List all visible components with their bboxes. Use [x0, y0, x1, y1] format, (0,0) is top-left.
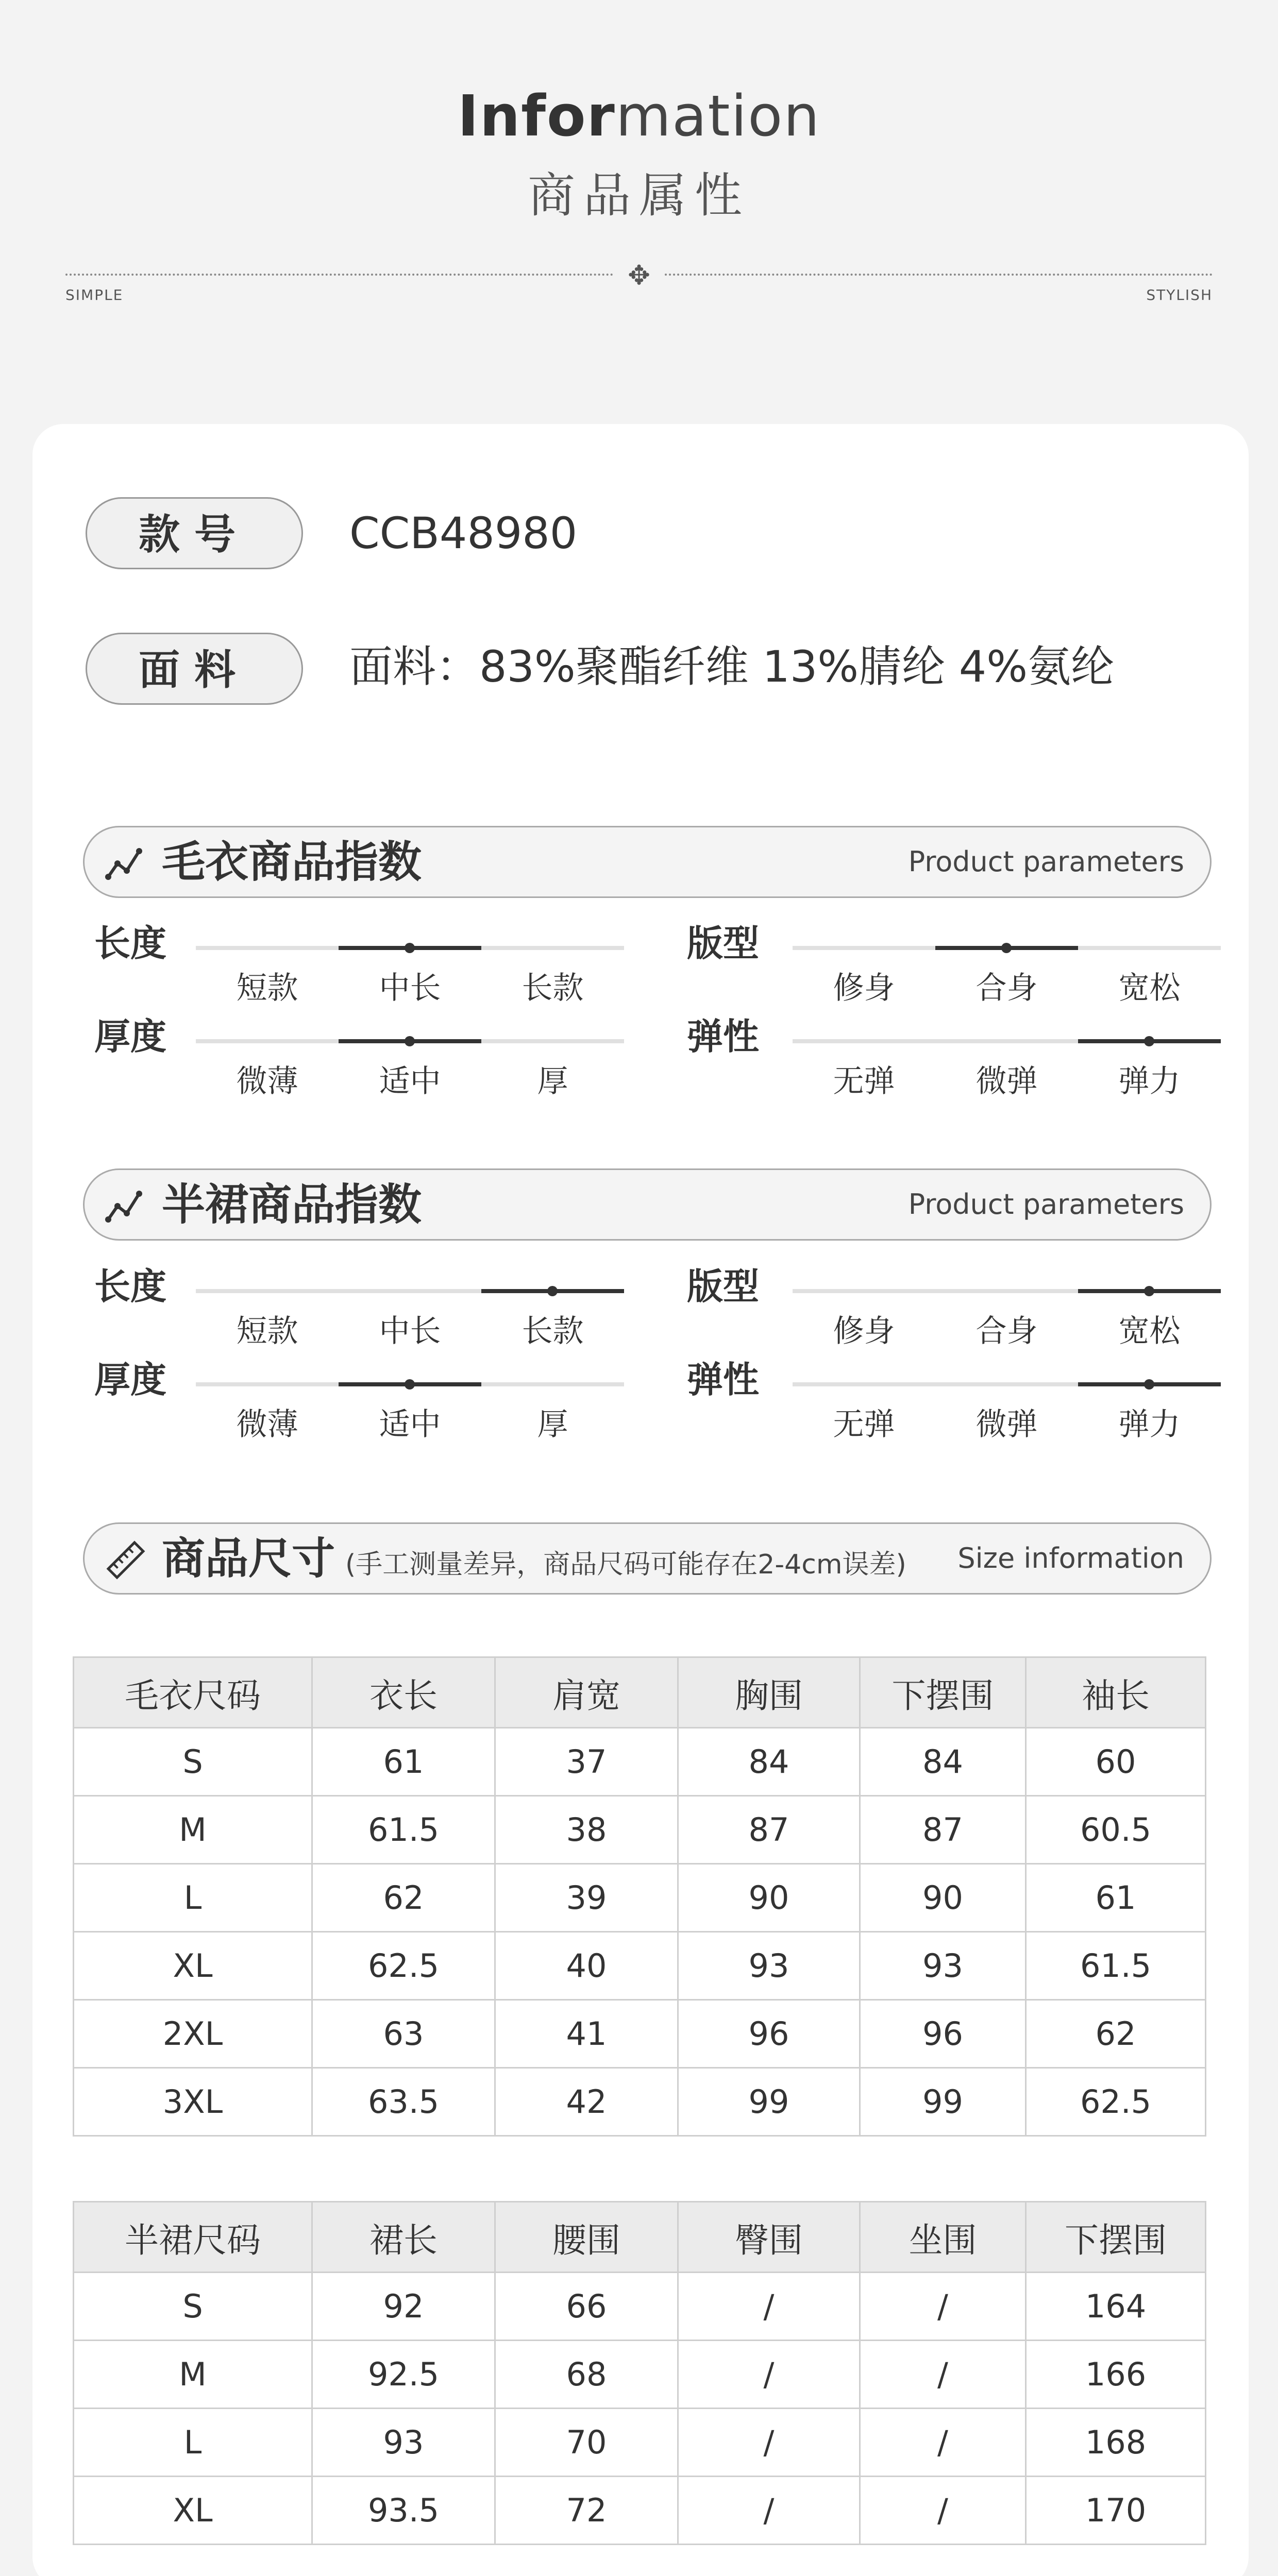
table-header-cell: 衣长 [312, 1657, 495, 1728]
table-cell: 39 [495, 1864, 678, 1932]
skirt-params-en: Product parameters [908, 1188, 1184, 1221]
right-tag: STYLISH [1146, 286, 1213, 303]
table-row [74, 1864, 1206, 1932]
table-cell: 168 [1026, 2409, 1206, 2477]
table-cell: 93 [678, 1932, 860, 2000]
fabric-label: 面料 [86, 633, 303, 705]
table-cell: 70 [495, 2409, 678, 2477]
table-cell: 37 [495, 1728, 678, 1796]
table-header-cell: 胸围 [678, 1657, 860, 1728]
divider-left [65, 274, 613, 276]
table-cell: 62 [312, 1864, 495, 1932]
table-cell: 96 [678, 2000, 860, 2068]
table-cell: 63.5 [312, 2068, 495, 2136]
param-option: 微薄 [236, 1063, 298, 1099]
table-cell: 164 [1026, 2273, 1206, 2341]
table-cell: M [74, 1796, 312, 1864]
param-track [793, 946, 1221, 1006]
table-cell: XL [74, 2477, 312, 2545]
param-selected-dot [405, 1036, 415, 1046]
param-selected-dot [405, 1379, 415, 1389]
param-label: 厚度 [94, 1015, 166, 1058]
table-cell: / [860, 2273, 1026, 2341]
skirt-params-title: 半裙商品指数 [162, 1179, 422, 1230]
table-row [74, 2409, 1206, 2477]
table-cell: 90 [860, 1864, 1026, 1932]
param-option: 中长 [379, 970, 441, 1006]
param-option: 修身 [833, 1313, 895, 1349]
style-number-label: 款号 [86, 497, 303, 569]
param-option: 适中 [379, 1063, 441, 1099]
table-cell: 60.5 [1026, 1796, 1206, 1864]
table-cell: 93 [860, 1932, 1026, 2000]
header-subtitle: 商品属性 [527, 168, 750, 223]
table-cell: 62.5 [1026, 2068, 1206, 2136]
fabric-value: 面料：83%聚酯纤维 13%腈纶 4%氨纶 [349, 641, 1115, 692]
table-cell: / [860, 2409, 1026, 2477]
table-header-cell: 下摆围 [1026, 2202, 1206, 2273]
param-label: 长度 [94, 1265, 166, 1308]
table-row [74, 2477, 1206, 2545]
param-label: 厚度 [94, 1359, 166, 1401]
param-option: 宽松 [1118, 970, 1181, 1006]
size-info-note: (手工测量差异，商品尺码可能存在2-4cm误差) [345, 1549, 906, 1580]
table-cell: 96 [860, 2000, 1026, 2068]
skirt-size-table [73, 2201, 1206, 2545]
param-option: 合身 [976, 1313, 1038, 1349]
param-track [793, 1039, 1221, 1099]
sweater-size-table [73, 1656, 1206, 2137]
table-cell: 84 [678, 1728, 860, 1796]
param-label: 版型 [687, 1265, 759, 1308]
param-option: 长款 [522, 1313, 584, 1349]
table-cell: / [678, 2341, 860, 2409]
param-selected-dot [547, 1286, 558, 1296]
param-label: 弹性 [687, 1015, 759, 1058]
param-track [196, 946, 624, 1006]
trend-line-icon [105, 1185, 146, 1227]
sweater-params-header [83, 826, 1212, 898]
table-cell: M [74, 2341, 312, 2409]
table-header-row [74, 2202, 1206, 2273]
table-cell: S [74, 2273, 312, 2341]
header-title-bold: Infor [457, 83, 616, 149]
param-option: 微弹 [976, 1406, 1038, 1443]
param-track [196, 1289, 624, 1349]
table-cell: 93 [312, 2409, 495, 2477]
table-header-cell: 臀围 [678, 2202, 860, 2273]
table-cell: 61.5 [1026, 1932, 1206, 2000]
table-cell: 62 [1026, 2000, 1206, 2068]
skirt-params-header [83, 1168, 1212, 1241]
table-cell: 38 [495, 1796, 678, 1864]
table-cell: 72 [495, 2477, 678, 2545]
table-cell: 68 [495, 2341, 678, 2409]
table-cell: 61 [1026, 1864, 1206, 1932]
table-cell: 60 [1026, 1728, 1206, 1796]
param-track [196, 1039, 624, 1099]
table-row [74, 2273, 1206, 2341]
table-row [74, 1932, 1206, 2000]
table-cell: 99 [860, 2068, 1026, 2136]
table-cell: / [678, 2409, 860, 2477]
table-header-cell: 下摆围 [860, 1657, 1026, 1728]
table-cell: 92 [312, 2273, 495, 2341]
param-label: 版型 [687, 922, 759, 964]
table-header-row [74, 1657, 1206, 1728]
param-selected-dot [1001, 943, 1012, 953]
param-selected-dot [1144, 1286, 1154, 1296]
table-row [74, 1796, 1206, 1864]
table-row [74, 2068, 1206, 2136]
param-option: 中长 [379, 1313, 441, 1349]
size-info-header [83, 1522, 1212, 1595]
param-option: 长款 [522, 970, 584, 1006]
move-cross-icon: ✥ [628, 260, 650, 291]
table-cell: 90 [678, 1864, 860, 1932]
param-option: 短款 [236, 1313, 298, 1349]
header-title-light: mation [615, 83, 821, 149]
sweater-params-title: 毛衣商品指数 [162, 837, 422, 887]
divider-right [665, 274, 1213, 276]
table-cell: 62.5 [312, 1932, 495, 2000]
style-number-value: CCB48980 [349, 508, 578, 558]
size-info-title-text: 商品尺寸 [162, 1533, 335, 1584]
table-cell: 2XL [74, 2000, 312, 2068]
table-cell: 84 [860, 1728, 1026, 1796]
table-cell: 92.5 [312, 2341, 495, 2409]
param-option: 合身 [976, 970, 1038, 1006]
param-label: 弹性 [687, 1359, 759, 1401]
table-cell: 3XL [74, 2068, 312, 2136]
table-header-cell: 袖长 [1026, 1657, 1206, 1728]
table-row [74, 2341, 1206, 2409]
param-option: 无弹 [833, 1406, 895, 1443]
param-selected-dot [405, 943, 415, 953]
size-info-en: Size information [957, 1542, 1184, 1574]
header-title [0, 77, 1278, 155]
param-option: 厚 [537, 1063, 568, 1099]
param-option: 微薄 [236, 1406, 298, 1443]
table-cell: / [860, 2341, 1026, 2409]
param-option: 修身 [833, 970, 895, 1006]
param-selected-dot [1144, 1036, 1154, 1046]
table-cell: 93.5 [312, 2477, 495, 2545]
table-cell: XL [74, 1932, 312, 2000]
param-option: 厚 [537, 1406, 568, 1443]
param-option: 微弹 [976, 1063, 1038, 1099]
table-cell: 40 [495, 1932, 678, 2000]
param-selected-dot [1144, 1379, 1154, 1389]
table-cell: 99 [678, 2068, 860, 2136]
table-cell: 63 [312, 2000, 495, 2068]
param-track [793, 1382, 1221, 1443]
sweater-params-en: Product parameters [908, 845, 1184, 878]
param-label: 长度 [94, 922, 166, 964]
param-option: 短款 [236, 970, 298, 1006]
table-cell: L [74, 2409, 312, 2477]
left-tag: SIMPLE [65, 286, 124, 303]
table-cell: / [860, 2477, 1026, 2545]
param-track [793, 1289, 1221, 1349]
table-header-cell: 肩宽 [495, 1657, 678, 1728]
table-cell: 87 [678, 1796, 860, 1864]
table-cell: / [678, 2273, 860, 2341]
table-header-cell: 腰围 [495, 2202, 678, 2273]
table-header-cell: 毛衣尺码 [74, 1657, 312, 1728]
trend-line-icon [105, 843, 146, 884]
param-option: 适中 [379, 1406, 441, 1443]
param-option: 弹力 [1118, 1406, 1181, 1443]
table-row [74, 1728, 1206, 1796]
param-track [196, 1382, 624, 1443]
param-option: 宽松 [1118, 1313, 1181, 1349]
table-header-cell: 裙长 [312, 2202, 495, 2273]
ruler-icon [105, 1539, 146, 1581]
param-option: 无弹 [833, 1063, 895, 1099]
table-header-cell: 坐围 [860, 2202, 1026, 2273]
size-info-title [162, 1524, 906, 1599]
table-cell: L [74, 1864, 312, 1932]
table-cell: 61 [312, 1728, 495, 1796]
table-cell: 41 [495, 2000, 678, 2068]
table-cell: S [74, 1728, 312, 1796]
table-row [74, 2000, 1206, 2068]
table-cell: 166 [1026, 2341, 1206, 2409]
param-option: 弹力 [1118, 1063, 1181, 1099]
table-cell: / [678, 2477, 860, 2545]
table-header-cell: 半裙尺码 [74, 2202, 312, 2273]
table-cell: 61.5 [312, 1796, 495, 1864]
table-cell: 170 [1026, 2477, 1206, 2545]
table-cell: 42 [495, 2068, 678, 2136]
table-cell: 87 [860, 1796, 1026, 1864]
table-cell: 66 [495, 2273, 678, 2341]
